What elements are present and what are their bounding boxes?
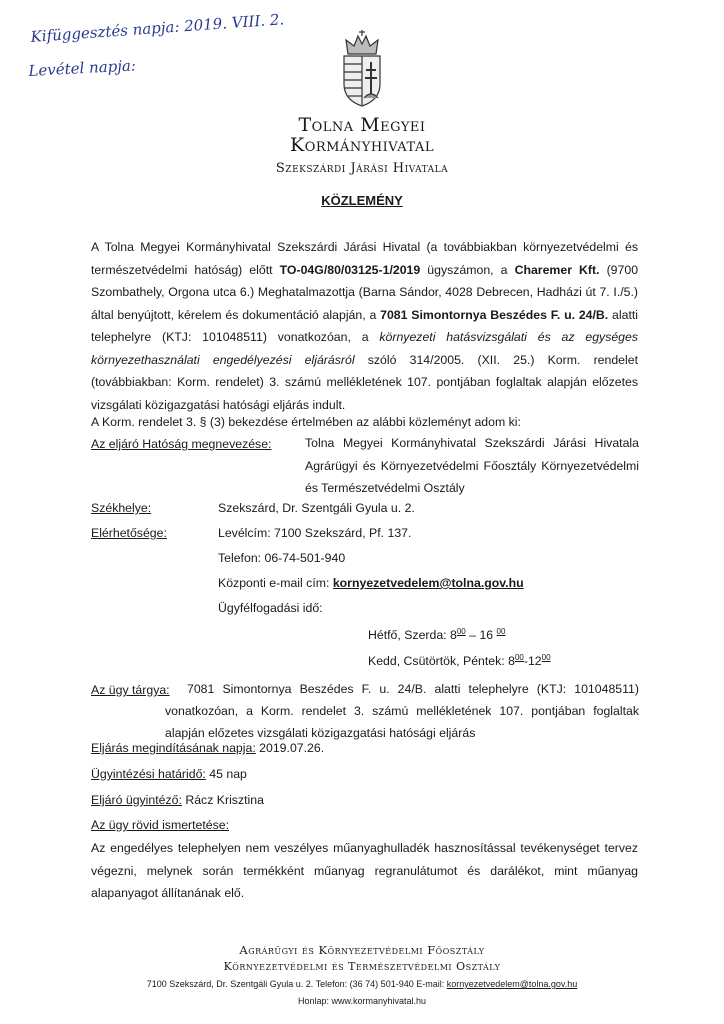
intro-text-1: A Tolna Megyei Kormányhivatal Szekszárdi Járási Hivatal (a továbbiakban környezetvédelmi és természetvédelmi hatóság) előtt xyxy=(91,240,638,277)
deadline-line xyxy=(91,767,247,781)
footer-contact-text: 7100 Szekszárd, Dr. Szentgáli Gyula u. 2. Telefon: (36 74) 501-940 E-mail: xyxy=(146,979,447,989)
hours-tue-fri-sup-start: 00 xyxy=(514,653,524,662)
contact-label: Elérhetősége: xyxy=(91,526,167,540)
footer-unit: Környezetvédelmi és Természetvédelmi Osztály xyxy=(223,960,501,973)
subject-line-3: alapján előzetes vizsgálati közigazgatási hatósági eljárás xyxy=(165,726,476,740)
footer-contact xyxy=(0,979,724,989)
deadline-label: Ügyintézési határidő: xyxy=(91,767,206,781)
footer-email-link[interactable]: kornyezetvedelem@tolna.gov.hu xyxy=(446,979,578,989)
subject-label: Az ügy tárgya: xyxy=(91,683,170,697)
officer-label: Eljáró ügyintéző: xyxy=(91,793,182,807)
header-office-name: Kormányhivatal xyxy=(290,134,434,156)
authority-label: Az eljáró Hatóság megnevezése: xyxy=(91,437,272,451)
office-hours-mon-wed xyxy=(368,627,505,642)
seat-label: Székhelye: xyxy=(91,501,152,515)
hours-tue-fri-mid: -12 xyxy=(523,654,542,669)
hours-mon-wed-sup-end: 00 xyxy=(496,627,506,636)
regulation-title: környezeti hatásvizsgálati és az egységes környezethasználati engedélyezési eljárásról xyxy=(91,330,639,367)
authority-line-2: Agrárügyi és Környezetvédelmi Főosztály Környezetvédelmi xyxy=(305,458,639,473)
authority-value xyxy=(305,432,639,500)
officer-value: Rácz Krisztina xyxy=(181,793,264,807)
office-hours-tue-thu-fri xyxy=(368,653,551,668)
intro-text-5: szóló 314/2005. (XII. 25.) Korm. rendelet (továbbiakban: Korm. rendelet) 3. számú mellékletének 107. pontjában foglaltak alapján előzetes vizsgálati közigazgatási hatósági eljárás indult. xyxy=(91,352,639,412)
subject-line-2: vonatkozóan, a Korm. rendelet 3. számú mellékletének 107. pontjában foglaltak xyxy=(165,704,639,718)
hours-mon-wed-text: Hétfő, Szerda: 8 xyxy=(368,628,457,643)
intro-paragraph xyxy=(91,236,638,416)
start-date-line xyxy=(91,741,324,755)
hours-mon-wed-mid: – 16 xyxy=(465,628,497,643)
header-district-office: Szekszárdi Járási Hivatala xyxy=(275,161,449,176)
authority-line-3: és Természetvédelmi Osztály xyxy=(305,481,465,495)
hours-mon-wed-sup-start: 00 xyxy=(456,627,466,636)
hours-tue-fri-sup-end: 00 xyxy=(541,653,551,662)
phone-number: Telefon: 06-74-501-940 xyxy=(218,551,346,565)
start-date-value: 2019.07.26. xyxy=(255,741,325,755)
office-hours-label: Ügyfélfogadási idő: xyxy=(218,601,323,615)
header-county-name: Tolna Megyei xyxy=(298,114,426,136)
footer-website[interactable]: Honlap: www.kormanyhivatal.hu xyxy=(297,996,427,1006)
email-line xyxy=(218,576,524,590)
footer-department: Agrárügyi és Környezetvédelmi Főosztály xyxy=(239,943,485,957)
hungarian-coat-of-arms-icon xyxy=(336,28,388,108)
subject-line-1: 7081 Simontornya Beszédes F. u. 24/B. alatti telephelyre (KTJ: 101048511) xyxy=(187,682,639,696)
intro-text-2: ügyszámon, a xyxy=(427,262,508,277)
announcement-line: A Korm. rendelet 3. § (3) bekezdése értelmében az alábbi közleményt adom ki: xyxy=(91,415,521,429)
document-title: KÖZLEMÉNY xyxy=(321,193,403,208)
authority-line-1: Tolna Megyei Kormányhivatal Szekszárdi Járási Hivatala xyxy=(305,436,639,450)
site-address: 7081 Simontornya Beszédes F. u. 24/B. xyxy=(380,307,609,322)
start-date-label: Eljárás megindításának napja: xyxy=(91,741,256,755)
summary-label: Az ügy rövid ismertetése: xyxy=(91,818,230,832)
company-name: Charemer Kft. xyxy=(514,262,600,277)
intro-text-4: alatti telephelyre (KTJ: 101048511) vonatkozóan, a xyxy=(91,307,639,344)
handwritten-posting-date: Kifüggesztés napja: 2019. VIII. 2. xyxy=(30,10,285,46)
handwritten-removal-date: Levétel napja: xyxy=(28,56,137,80)
summary-text: Az engedélyes telephelyen nem veszélyes műanyaghulladék hasznosítással tevékenységet tervez végezni, melynek során termékként műanyag regranulátumot és darálékot, mint műanyag alapanyagot állítanának elő. xyxy=(91,841,638,900)
email-label: Központi e-mail cím: xyxy=(218,576,330,590)
hours-tue-fri-text: Kedd, Csütörtök, Péntek: 8 xyxy=(368,654,515,669)
deadline-value: 45 nap xyxy=(205,767,247,781)
intro-text-3: (9700 Szombathely, Orgona utca 6.) Meghatalmazottja (Barna Sándor, 4028 Debrecen, Hadházi út 7. I./5.) által benyújtott, kérelem és dokumentáció alapján, a xyxy=(91,262,639,322)
seat-value: Szekszárd, Dr. Szentgáli Gyula u. 2. xyxy=(218,501,415,515)
email-link[interactable]: kornyezetvedelem@tolna.gov.hu xyxy=(332,576,524,590)
officer-line xyxy=(91,793,264,807)
postal-address: Levélcím: 7100 Szekszárd, Pf. 137. xyxy=(218,526,412,540)
case-number: TO-04G/80/03125-1/2019 xyxy=(279,262,421,277)
